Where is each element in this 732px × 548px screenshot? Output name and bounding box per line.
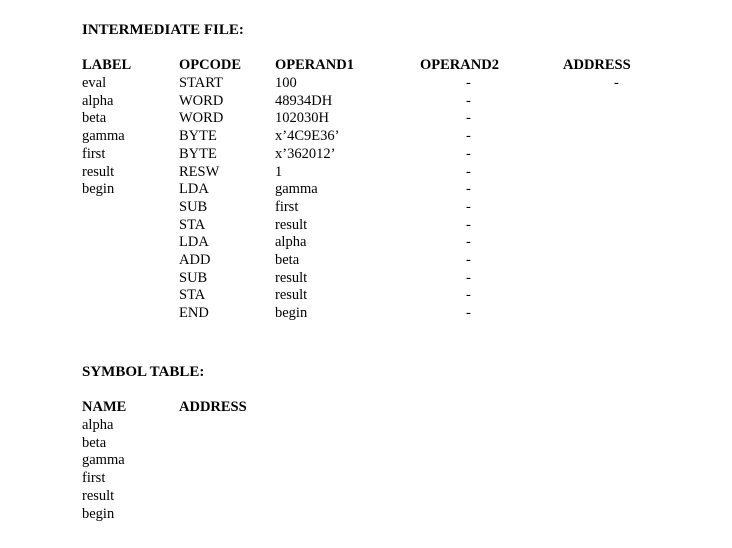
cell-operand1: result [275,287,308,304]
cell-operand1: 102030H [275,110,329,127]
cell-opcode: START [179,75,223,91]
cell-operand1: beta [275,252,300,268]
cell-operand2: - [466,269,471,286]
cell-opcode: WORD [179,92,224,109]
cell-label: begin [82,181,115,198]
cell-operand1: 100 [275,75,297,91]
column-header-opcode: OPCODE [179,57,242,73]
cell-operand2: - [466,305,471,322]
cell-opcode: BYTE [179,145,217,162]
cell-operand1: x’362012’ [275,145,336,162]
cell-operand2: - [466,198,471,215]
symbol-name: alpha [82,417,114,433]
cell-operand2: - [466,287,471,304]
cell-operand2: - [466,234,471,251]
cell-opcode: STA [179,216,206,233]
cell-operand2: - [466,216,471,233]
cell-operand1: alpha [275,234,307,251]
column-header-operand2: OPERAND2 [420,57,499,73]
cell-operand2: - [466,92,471,109]
symbol-column-header-address: ADDRESS [179,399,247,415]
cell-opcode: ADD [179,252,211,268]
cell-operand1: result [275,269,308,286]
symbol-table-heading: SYMBOL TABLE: [82,364,205,380]
cell-operand1: gamma [275,181,318,198]
cell-address: - [614,75,619,91]
cell-opcode: SUB [179,269,208,286]
cell-label: first [82,145,106,162]
symbol-column-header-name: NAME [82,399,127,415]
cell-operand1: begin [275,305,308,322]
cell-opcode: BYTE [179,128,217,145]
cell-opcode: LDA [179,181,209,198]
intermediate-file-heading: INTERMEDIATE FILE: [82,22,244,38]
cell-label: beta [82,110,107,127]
symbol-name: begin [82,505,115,522]
column-header-label: LABEL [82,57,132,73]
cell-opcode: LDA [179,234,209,251]
column-header-address: ADDRESS [563,57,631,73]
cell-operand1: 48934DH [275,92,333,109]
cell-label: result [82,163,115,180]
cell-operand2: - [466,181,471,198]
cell-operand1: first [275,198,299,215]
cell-operand2: - [466,145,471,162]
cell-opcode: END [179,305,209,322]
symbol-name: beta [82,434,107,451]
cell-opcode: STA [179,287,206,304]
cell-opcode: SUB [179,198,208,215]
cell-label: gamma [82,128,125,145]
cell-opcode: RESW [179,163,220,180]
cell-operand1: x’4C9E36’ [275,128,340,145]
column-header-operand1: OPERAND1 [275,57,354,73]
symbol-name: gamma [82,452,125,469]
cell-operand1: 1 [275,163,283,180]
cell-label: alpha [82,92,114,109]
cell-label: eval [82,75,107,91]
cell-operand2: - [466,163,471,180]
cell-operand1: result [275,216,308,233]
cell-opcode: WORD [179,110,224,127]
cell-operand2: - [466,75,471,91]
cell-operand2: - [466,252,471,268]
cell-operand2: - [466,110,471,127]
cell-operand2: - [466,128,471,145]
symbol-name: first [82,470,106,487]
symbol-name: result [82,487,115,504]
